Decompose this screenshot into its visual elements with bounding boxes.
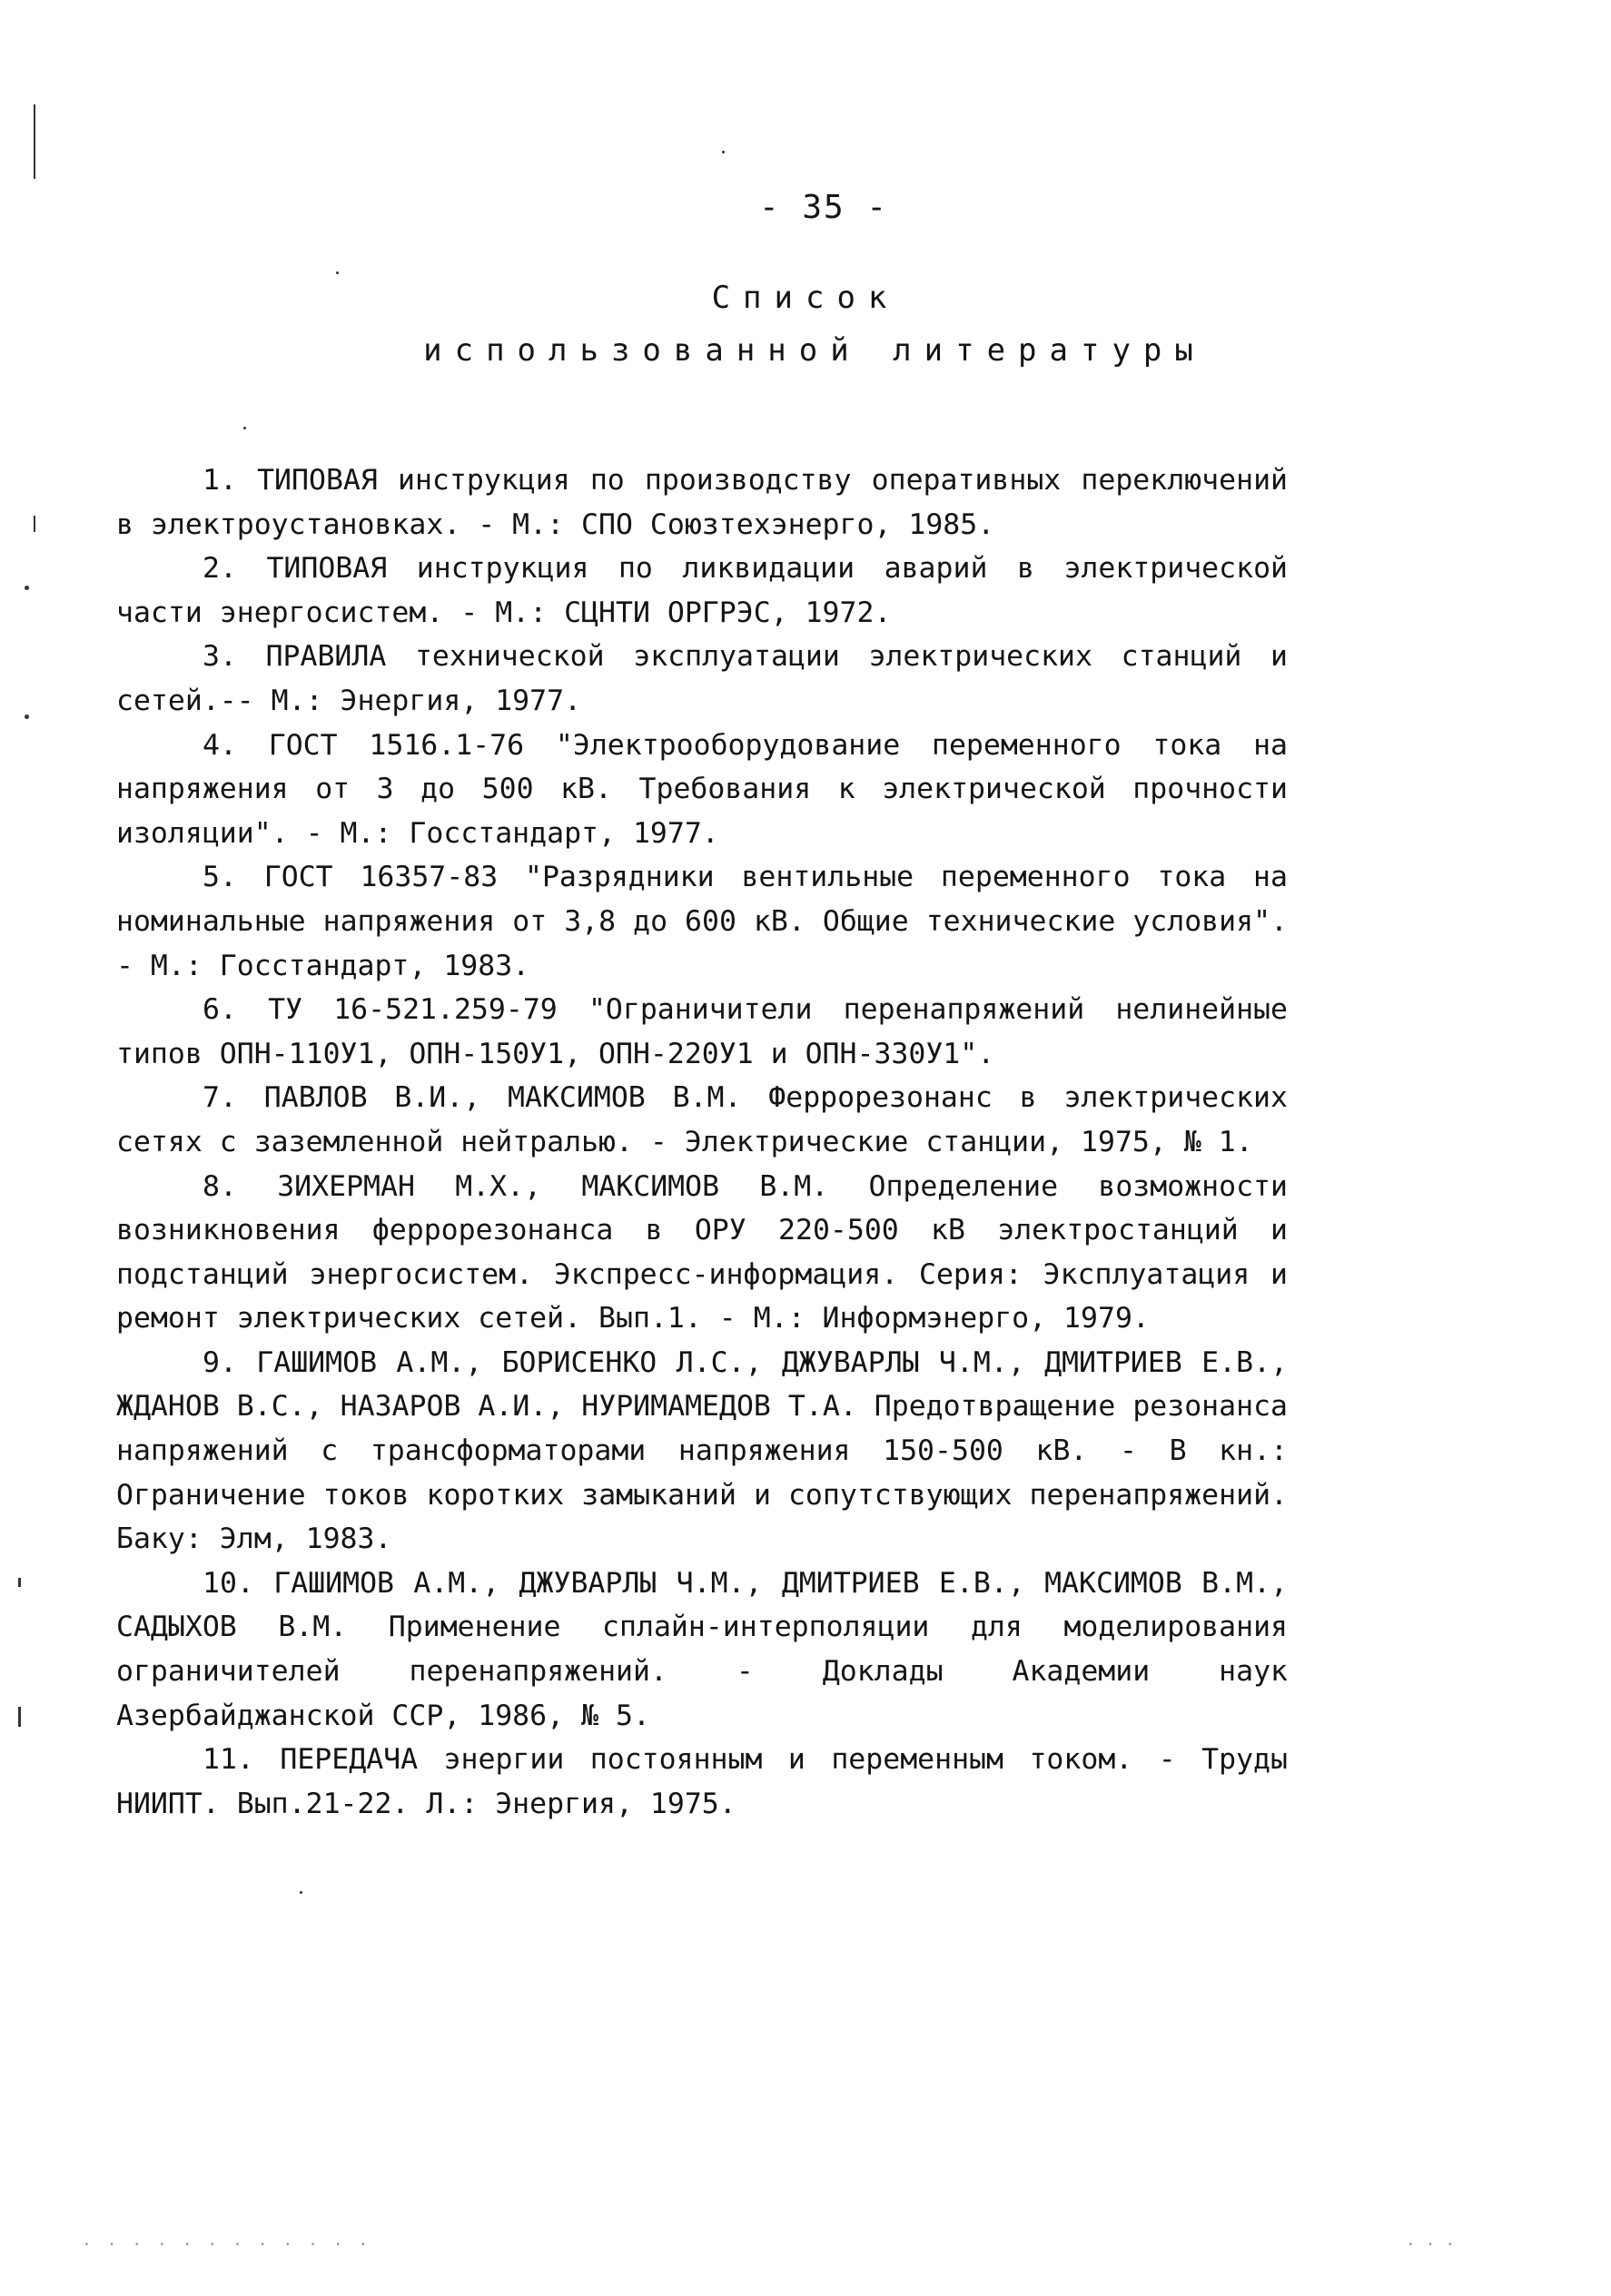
scan-mark xyxy=(18,1707,21,1727)
scan-mark xyxy=(34,516,35,532)
page-number: - 35 - xyxy=(758,189,889,226)
scan-mark xyxy=(34,104,35,179)
scan-mark xyxy=(243,427,246,429)
document-title: Список xyxy=(711,280,900,316)
scan-mark xyxy=(336,271,339,274)
reference-item: 11. ПЕРЕДАЧА энергии постоянным и переменным током. - Труды НИИПТ. Вып.21-22. Л.: Энергия, 1975. xyxy=(116,1743,1288,1820)
scan-mark xyxy=(300,1891,302,1894)
reference-item: 2. ТИПОВАЯ инструкция по ликвидации аварий в электрической части энергосистем. - М.: СЦНТИ ОРГРЭС, 1972. xyxy=(116,552,1288,629)
document-subtitle: использованной литературы xyxy=(423,332,1206,369)
scan-mark xyxy=(18,1578,21,1587)
reference-item: 1. ТИПОВАЯ инструкция по производству оперативных переключений в электроустановках. - М.: СПО Союзтехэнерго, 1985. xyxy=(116,464,1288,541)
reference-item: 5. ГОСТ 16357-83 "Разрядники вентильные переменного тока на номинальные напряжения от 3,8 до 600 кВ. Общие технические условия". - М.: Госстандарт, 1983. xyxy=(116,861,1288,982)
reference-item: 3. ПРАВИЛА технической эксплуатации электрических станций и сетей.-- М.: Энергия, 1977. xyxy=(116,640,1288,717)
reference-item: 7. ПАВЛОВ В.И., МАКСИМОВ В.М. Феррорезонанс в электрических сетях с заземленной нейтралью. - Электрические станции, 1975, № 1. xyxy=(116,1081,1288,1158)
reference-item: 10. ГАШИМОВ А.М., ДЖУВАРЛЫ Ч.М., ДМИТРИЕВ Е.В., МАКСИМОВ В.М., САДЫХОВ В.М. Применение сплайн-интерполяции для моделирования ограничителей перенапряжений. - Доклады Академии наук Азербайджанской ССР, 1986, № 5. xyxy=(116,1566,1288,1732)
reference-item: 8. ЗИХЕРМАН М.Х., МАКСИМОВ В.М. Определение возможности возникновения феррорезонанса в ОРУ 220-500 кВ электростанций и подстанций энергосистем. Экспресс-информация. Серия: Эксплуатация и ремонт электрических сетей. Вып.1. - М.: Информэнерго, 1979. xyxy=(116,1169,1288,1335)
reference-item: 9. ГАШИМОВ А.М., БОРИСЕНКО Л.С., ДЖУВАРЛЫ Ч.М., ДМИТРИЕВ Е.В., ЖДАНОВ В.С., НАЗАРОВ А.И., НУРИМАМЕДОВ Т.А. Предотвращение резонанса напряжений с трансформаторами напряжения 150-500 кВ. - В кн.: Ограничение токов коротких замыканий и сопутствующих перенапряжений. Баку: Элм, 1983. xyxy=(116,1345,1288,1556)
reference-item: 4. ГОСТ 1516.1-76 "Электрооборудование переменного тока на напряжения от 3 до 500 кВ. Требования к электрической прочности изоляции". - М.: Госстандарт, 1977. xyxy=(116,728,1288,850)
reference-list xyxy=(116,458,1288,1826)
scan-mark xyxy=(25,586,29,590)
scan-noise: · · · xyxy=(1406,2235,1456,2254)
reference-item: 6. ТУ 16-521.259-79 "Ограничители перенапряжений нелинейные типов ОПН-110У1, ОПН-150У1, ОПН-220У1 и ОПН-330У1". xyxy=(116,993,1288,1070)
scan-mark xyxy=(25,714,29,719)
scan-noise: · · · · · · · · · · · · xyxy=(82,2235,371,2254)
scan-mark xyxy=(722,151,725,153)
